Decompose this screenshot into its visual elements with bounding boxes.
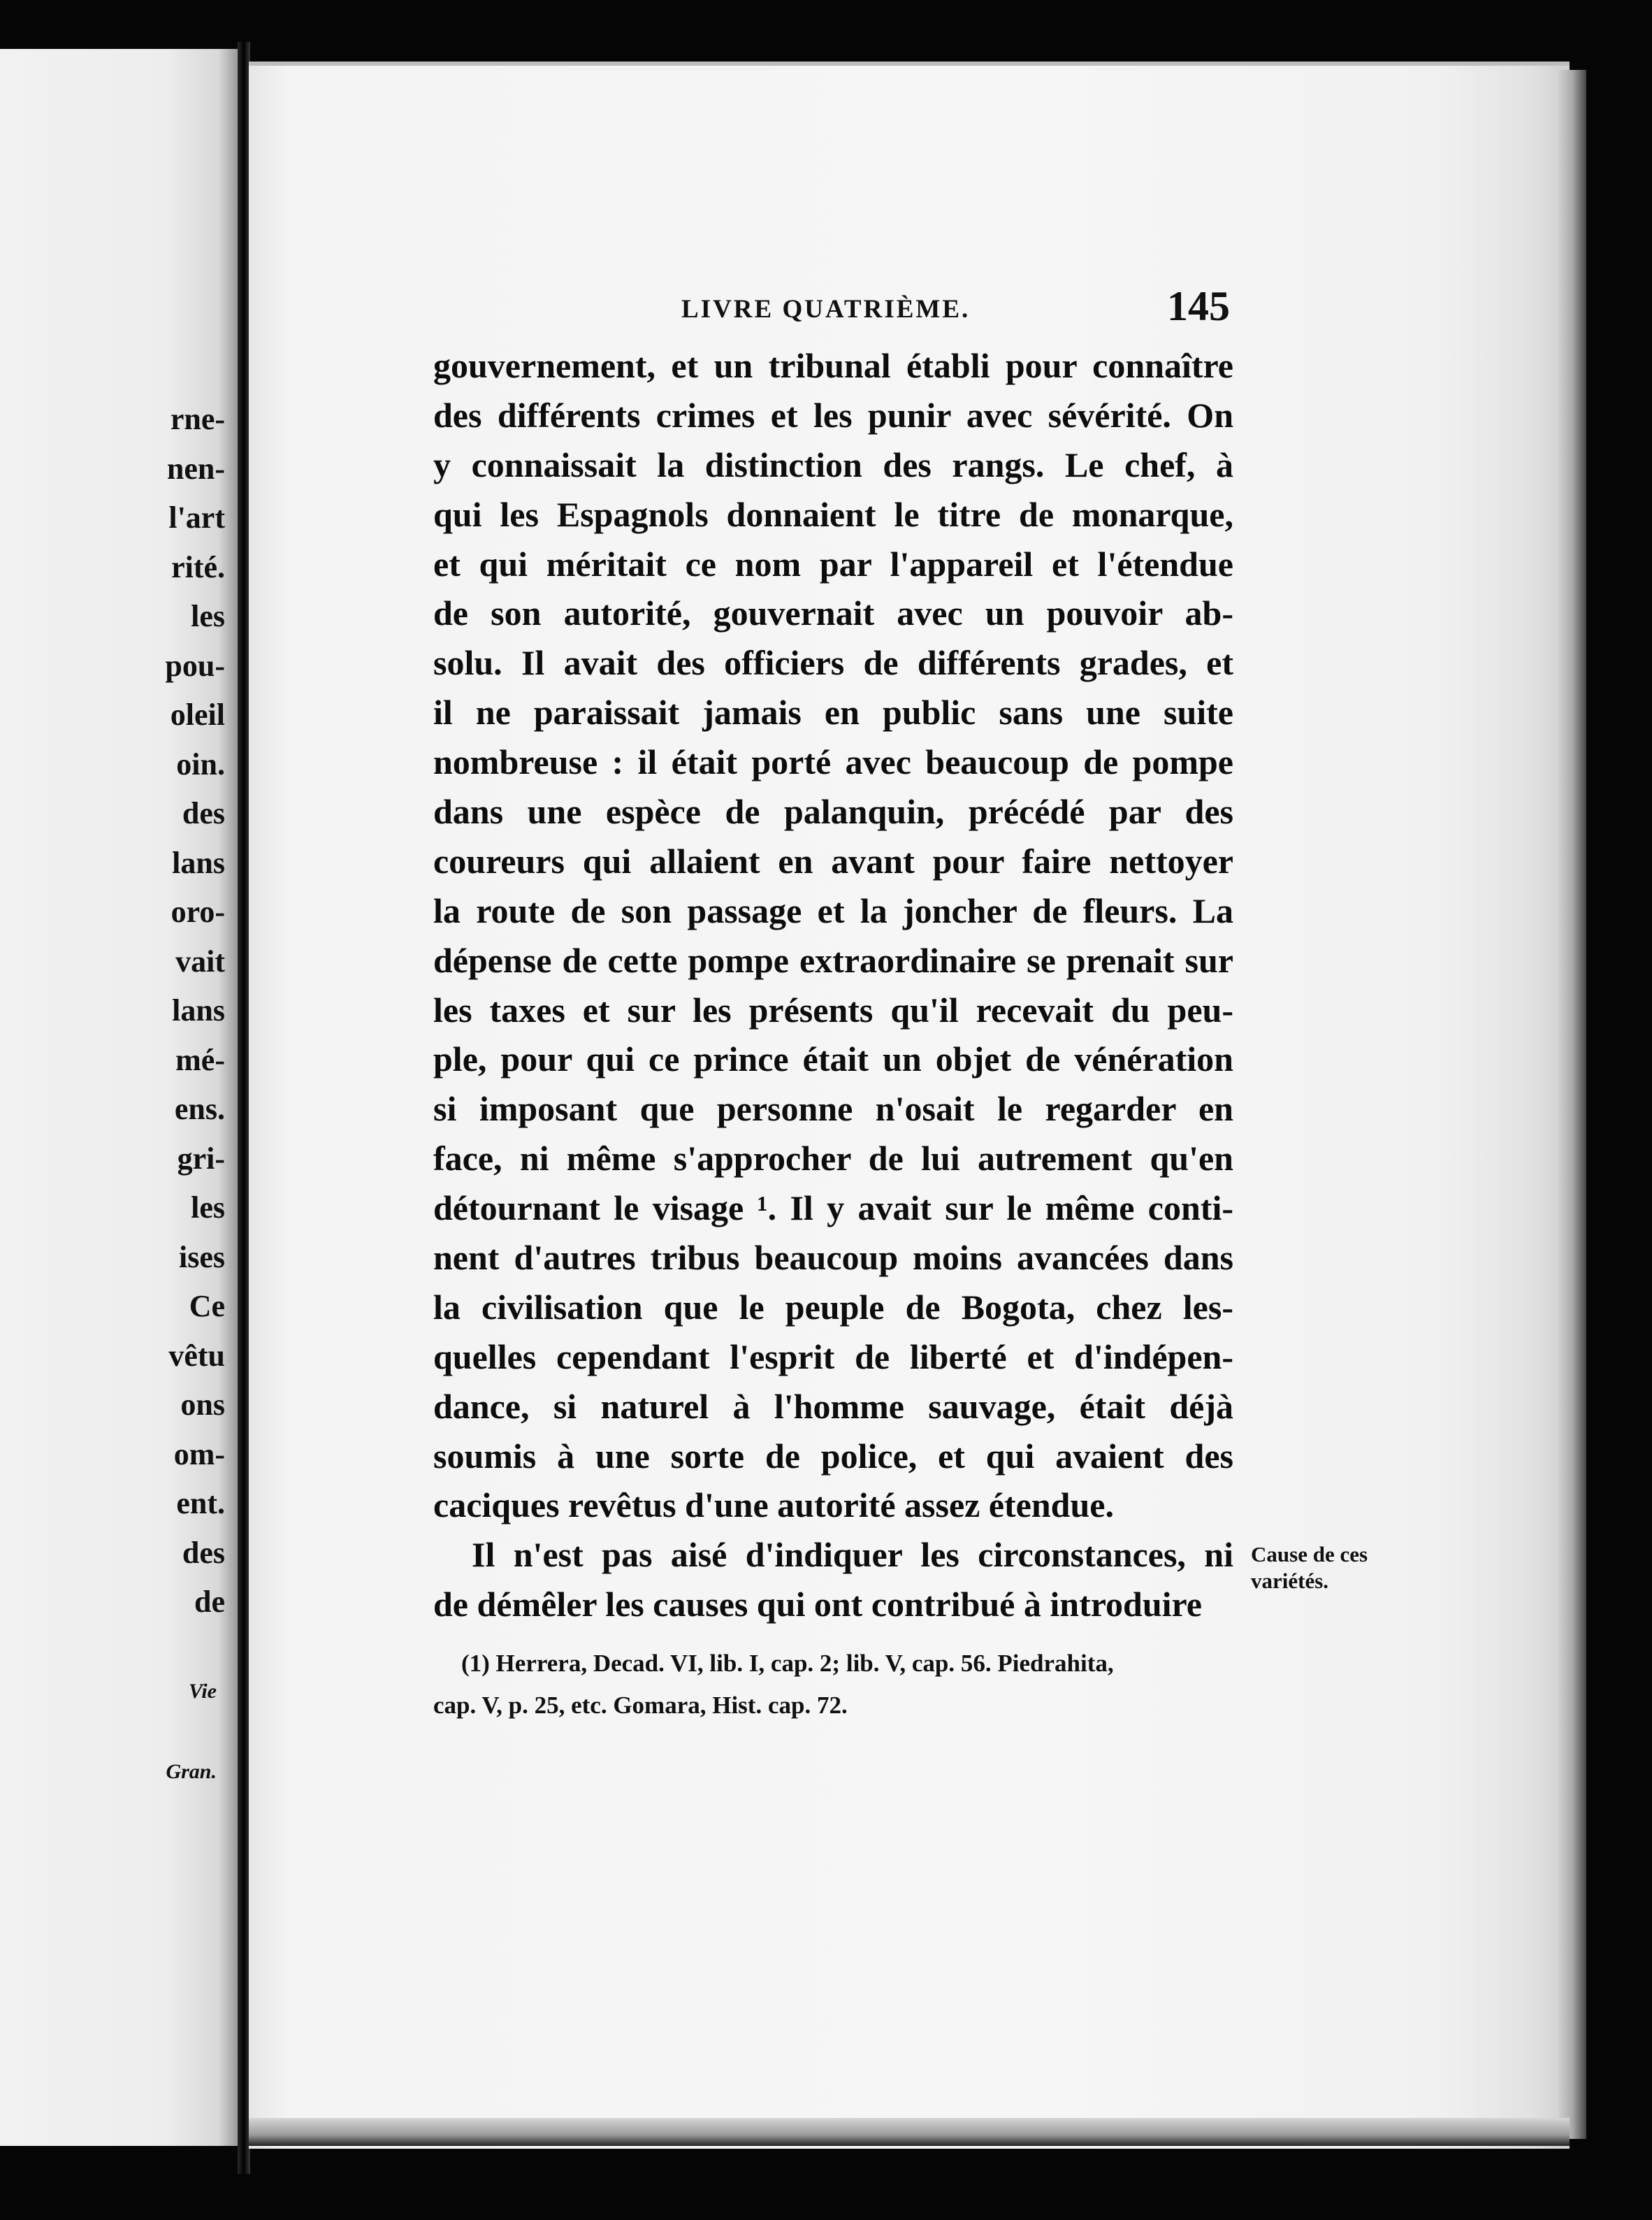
footnote-line: (1) Herrera, Decad. VI, lib. I, cap. 2; lib. V, cap. 56. Piedrahita, — [461, 1650, 1114, 1677]
text-line: dépense de cette pompe extraordinaire se prenait sur — [433, 940, 1233, 980]
text-line: dance, si naturel à l'homme sauvage, était déjà — [433, 1386, 1233, 1426]
text-line: de son autorité, gouvernait avec un pouvoir ab- — [433, 593, 1233, 633]
text-line: face, ni même s'approcher de lui autrement qu'en — [433, 1139, 1233, 1179]
text-line: nent d'autres tribus beaucoup moins avancées dans — [433, 1238, 1233, 1278]
footnote-line: cap. V, p. 25, etc. Gomara, Hist. cap. 72. — [433, 1692, 848, 1719]
previous-page-line-ending: vait — [175, 944, 225, 979]
text-line: détournant le visage ¹. Il y avait sur le même conti- — [433, 1188, 1233, 1228]
text-line: coureurs qui allaient en avant pour faire nettoyer — [433, 841, 1233, 881]
text-line: y connaissait la distinction des rangs. Le chef, à — [433, 445, 1233, 484]
text-line: des différents crimes et les punir avec sévérité. On — [433, 395, 1233, 435]
text-line: dans une espèce de palanquin, précédé par des — [433, 792, 1233, 832]
text-line: la route de son passage et la joncher de fleurs. La — [433, 891, 1233, 930]
text-line: gouvernement, et un tribunal établi pour connaître — [433, 346, 1233, 385]
previous-page-fragment — [0, 49, 238, 2146]
text-line: quelles cependant l'esprit de liberté et d'indépen- — [433, 1336, 1233, 1376]
previous-page-line-ending: oin. — [176, 747, 225, 781]
text-line: soumis à une sorte de police, et qui avaient des — [433, 1436, 1233, 1476]
marginal-note-line-2: variétés. — [1251, 1569, 1329, 1593]
previous-page-note-fragments — [166, 1651, 217, 1812]
previous-page-line-ending: des — [182, 1535, 225, 1570]
text-line: solu. Il avait des officiers de différents grades, et — [433, 643, 1233, 683]
previous-page-line-ending: ens. — [174, 1092, 225, 1126]
text-line: caciques revêtus d'une autorité assez étendue. — [433, 1485, 1114, 1525]
previous-page-line-ending: nen- — [166, 451, 225, 486]
previous-page-line-ending: Ce — [189, 1289, 225, 1323]
previous-page-line-ending: vêtu — [168, 1338, 225, 1373]
previous-page-line-ending: rité. — [171, 549, 225, 584]
previous-page-line-ending: lans — [172, 845, 225, 880]
previous-page-line-ending: om- — [173, 1436, 225, 1471]
previous-page-line-ending: rne- — [170, 402, 225, 436]
text-line: qui les Espagnols donnaient le titre de monarque, — [433, 494, 1233, 534]
page-edge-right — [1558, 70, 1586, 2139]
marginal-note — [1251, 1541, 1412, 1594]
footnotes — [433, 1643, 1233, 1727]
text-line: Il n'est pas aisé d'indiquer les circonstances, ni — [472, 1535, 1233, 1575]
previous-page-line-ending: ons — [180, 1388, 225, 1422]
body-text — [433, 341, 1233, 1629]
text-line: ple, pour qui ce prince était un objet de vénération — [433, 1039, 1233, 1079]
previous-page-line-ending: des — [182, 796, 225, 830]
text-line: la civilisation que le peuple de Bogota, chez les- — [433, 1287, 1233, 1327]
text-line: si imposant que personne n'osait le regarder en — [433, 1089, 1233, 1129]
previous-page-line-ending: de — [194, 1585, 225, 1619]
page-edge-bottom — [249, 2118, 1570, 2146]
previous-page-line-ending: lans — [172, 993, 225, 1028]
running-head: LIVRE QUATRIÈME. — [681, 295, 971, 324]
previous-page-line-ending: ent. — [176, 1486, 225, 1520]
previous-page-line-ending: gri- — [177, 1141, 225, 1176]
previous-page-line-ending: l'art — [168, 500, 225, 535]
page-number: 145 — [1167, 283, 1230, 329]
previous-page-line-ending: ises — [179, 1239, 225, 1274]
previous-page-line-ending: pou- — [165, 648, 225, 683]
previous-page-note-fragment: Vie — [188, 1680, 217, 1703]
previous-page-line-endings — [165, 395, 225, 1627]
previous-page-line-ending: oleil — [170, 698, 225, 732]
previous-page-line-ending: les — [191, 1190, 225, 1225]
previous-page-line-ending: oro- — [171, 895, 225, 929]
previous-page-line-ending: les — [191, 599, 225, 633]
text-line: il ne paraissait jamais en public sans une suite — [433, 693, 1233, 733]
text-line: de démêler les causes qui ont contribué à introduire — [433, 1585, 1202, 1624]
text-line: nombreuse : il était porté avec beaucoup de pompe — [433, 742, 1233, 782]
text-line: et qui méritait ce nom par l'appareil et l'étendue — [433, 544, 1233, 584]
previous-page-note-fragment: Gran. — [166, 1760, 217, 1783]
text-line: les taxes et sur les présents qu'il recevait du peu- — [433, 990, 1233, 1030]
previous-page-line-ending: mé- — [175, 1042, 225, 1077]
marginal-note-line-1: Cause de ces — [1251, 1542, 1368, 1566]
